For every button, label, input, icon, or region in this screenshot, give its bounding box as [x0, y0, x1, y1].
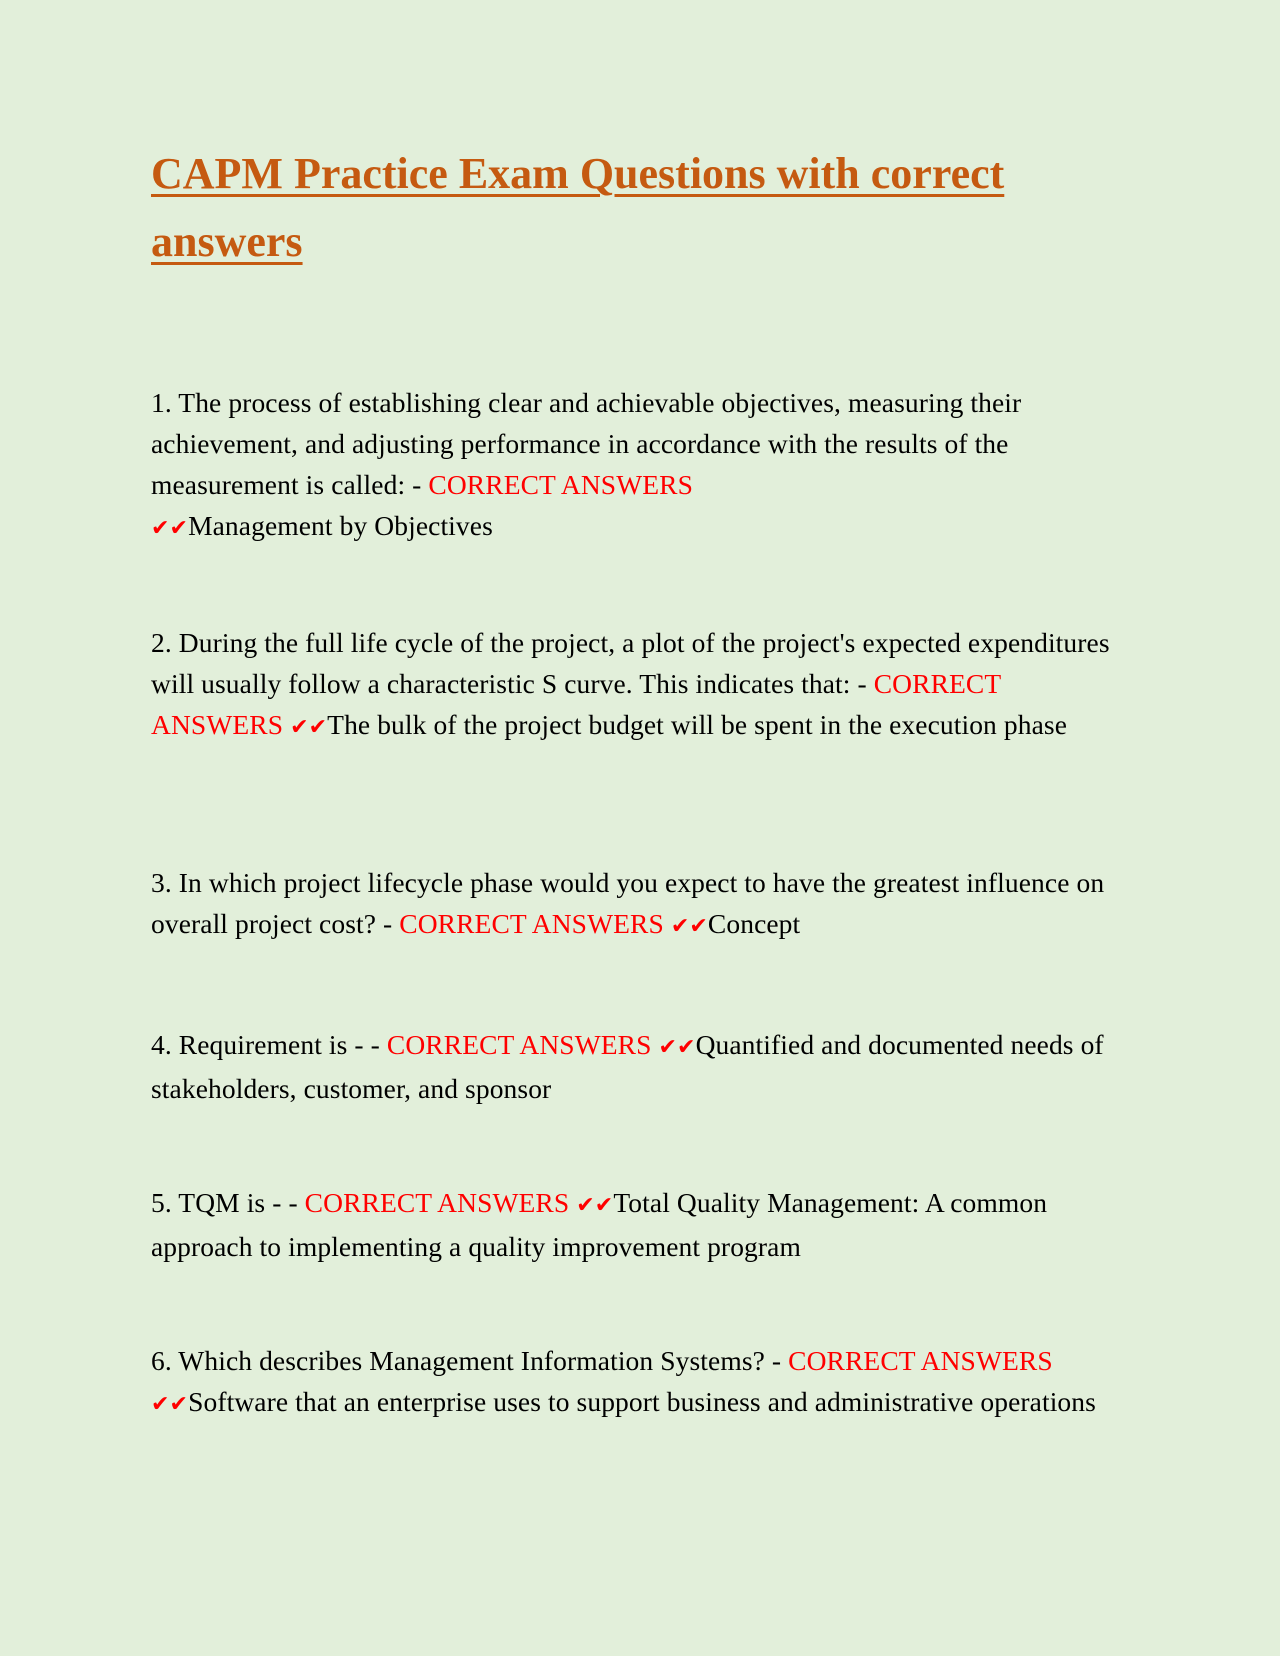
question-text: 6. Which describes Management Information Systems? -: [151, 1345, 789, 1376]
question-item-6: [151, 1340, 1136, 1425]
correct-answers-label: CORRECT ANSWERS: [386, 1029, 652, 1060]
question-item-2: [151, 622, 1136, 748]
answer-text: Management by Objectives: [188, 510, 493, 541]
question-text: 2. During the full life cycle of the project, a plot of the project's expected expenditures will usually follow a characteristic S curve. This indicates that: -: [151, 627, 1110, 699]
correct-answers-label: CORRECT ANSWERS: [304, 1187, 570, 1218]
question-item-1: [151, 382, 1136, 549]
question-text: 4. Requirement is - -: [151, 1029, 387, 1060]
question-item-5: [151, 1182, 1136, 1267]
double-check-icon: ✔✔: [151, 516, 189, 541]
question-text: 5. TQM is - -: [151, 1187, 305, 1218]
question-text: 3. In which project lifecycle phase would you expect to have the greatest influence on overall project cost? -: [151, 867, 1105, 939]
answer-text: Total Quality Management: A common approach to implementing a quality improvement program: [151, 1187, 1048, 1262]
document-title: CAPM Practice Exam Questions with correct answers: [151, 149, 1005, 266]
double-check-icon: ✔✔: [290, 715, 328, 740]
correct-answers-label: CORRECT ANSWERS: [788, 1345, 1053, 1376]
correct-answers-label: CORRECT ANSWERS: [151, 668, 1001, 740]
question-item-3: [151, 862, 1136, 947]
correct-answers-label: CORRECT ANSWERS: [428, 469, 693, 500]
question-text: 1. The process of establishing clear and achievable objectives, measuring their achievement, and adjusting performance in accordance with the results of the measurement is called: -: [151, 387, 1022, 500]
double-check-icon: ✔✔: [658, 1035, 696, 1060]
question-item-4: [151, 1024, 1136, 1109]
answer-text: Quantified and documented needs of stakeholders, customer, and sponsor: [151, 1029, 1104, 1104]
double-check-icon: ✔✔: [576, 1193, 614, 1218]
answer-text: Concept: [707, 908, 801, 939]
double-check-icon: ✔✔: [670, 914, 708, 939]
answer-text: The bulk of the project budget will be spent in the execution phase: [327, 709, 1067, 740]
correct-answers-label: CORRECT ANSWERS: [399, 908, 664, 939]
double-check-icon: ✔✔: [151, 1392, 189, 1417]
document-page: [151, 140, 1136, 1417]
answer-text: Software that an enterprise uses to support business and administrative operations: [188, 1386, 1096, 1417]
